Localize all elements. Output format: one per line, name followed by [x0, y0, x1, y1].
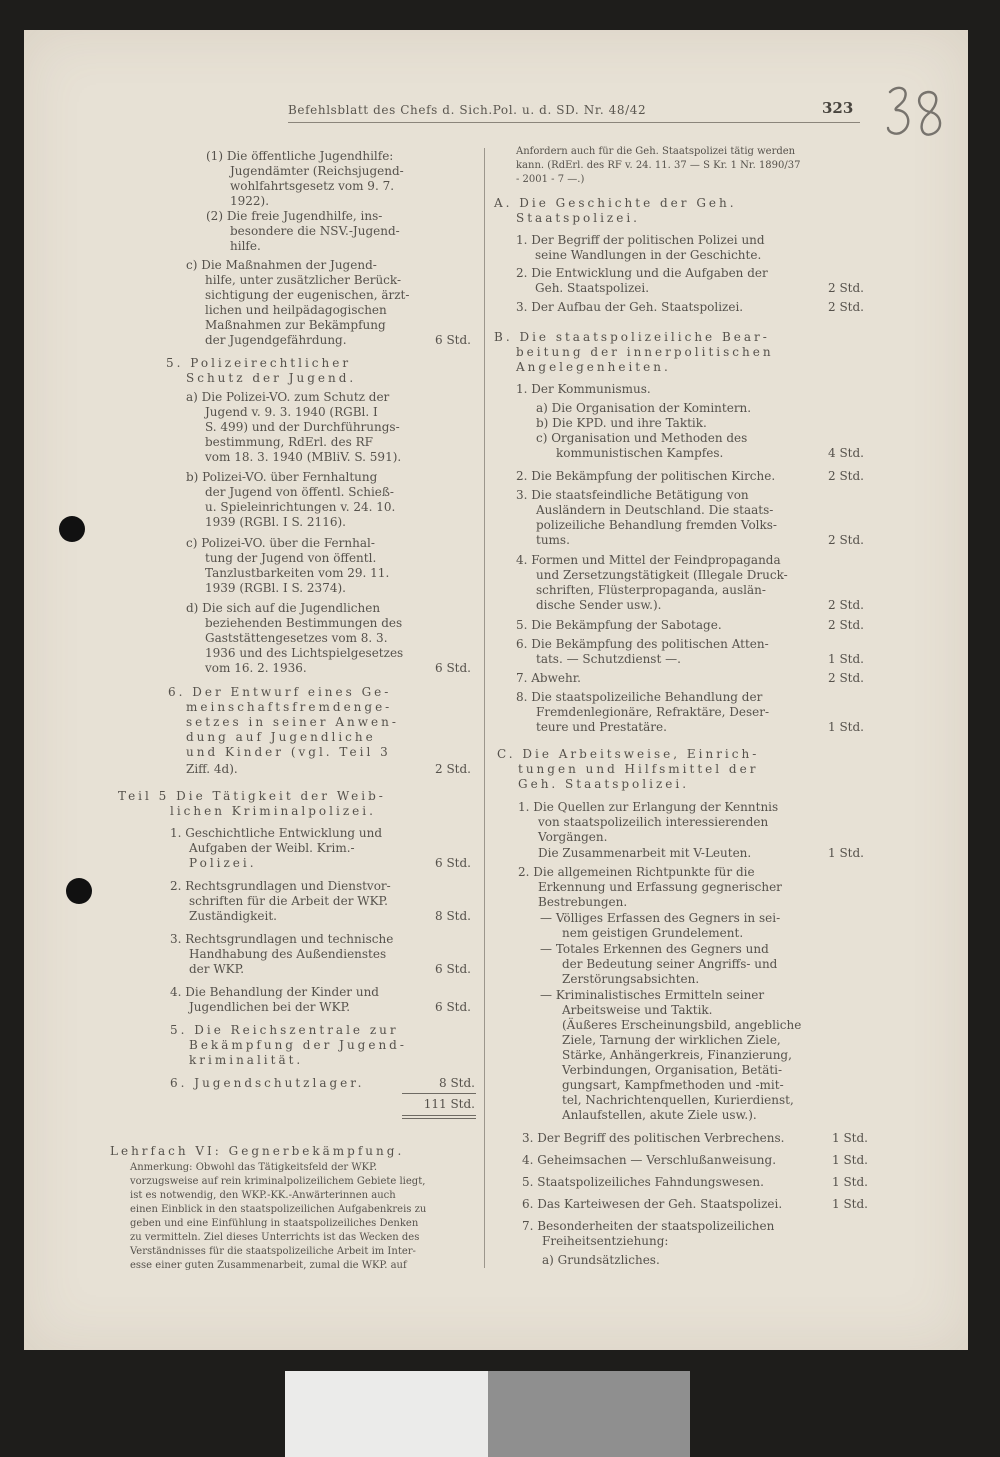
text-line: 6. Die Bekämpfung des politischen Atten-	[516, 637, 769, 651]
text-line: u. Spieleinrichtungen v. 24. 10.	[205, 500, 396, 514]
header-title: Befehlsblatt des Chefs d. Sich.Pol. u. d. SD. Nr. 48/42	[288, 103, 647, 117]
sum-rule	[402, 1118, 476, 1119]
text-line: 1922).	[230, 194, 270, 208]
section-heading: 6. Der Entwurf eines Ge-	[168, 685, 392, 699]
text-line: 5. Die Bekämpfung der Sabotage.	[516, 618, 722, 632]
note-line: Verständnisses für die staatspolizeiliche Arbeit im Inter-	[130, 1246, 416, 1257]
text-line: Vorgängen.	[538, 830, 608, 844]
text-line: Verbindungen, Organisation, Betäti-	[562, 1063, 783, 1077]
note-line: - 2001 - 7 —.)	[516, 174, 585, 185]
text-line: Jugendämter (Reichsjugend-	[230, 164, 404, 178]
text-line: 3. Rechtsgrundlagen und technische	[170, 932, 394, 946]
note-line: einen Einblick in den staatspolizeilichen Aufgabenkreis zu	[130, 1204, 427, 1215]
section-heading: Angelegenheiten.	[516, 360, 671, 374]
text-line: vom 18. 3. 1940 (MBliV. S. 591).	[205, 450, 402, 464]
hours-value: 2 Std.	[828, 598, 864, 612]
text-line: 8. Die staatspolizeiliche Behandlung der	[516, 690, 763, 704]
hours-value: 2 Std.	[828, 533, 864, 547]
hours-value: 1 Std.	[828, 652, 864, 666]
punch-hole	[66, 878, 92, 904]
text-line: — Völliges Erfassen des Gegners in sei-	[540, 911, 781, 925]
text-line: 2. Rechtsgrundlagen und Dienstvor-	[170, 879, 391, 893]
text-line: hilfe, unter zusätzlicher Berück-	[205, 273, 402, 287]
text-line: Aufgaben der Weibl. Krim.-	[189, 841, 355, 855]
text-line: Jugend v. 9. 3. 1940 (RGBl. I	[205, 405, 378, 419]
text-line: 2. Die allgemeinen Richtpunkte für die	[518, 865, 755, 879]
hours-value: 1 Std.	[832, 1175, 868, 1189]
text-line: 1. Der Begriff der politischen Polizei und	[516, 233, 765, 247]
text-line: b) Die KPD. und ihre Taktik.	[536, 416, 707, 430]
text-line: und Zersetzungstätigkeit (Illegale Druck-	[536, 568, 788, 582]
text-line: hilfe.	[230, 239, 261, 253]
text-line: 1. Der Kommunismus.	[516, 382, 651, 396]
text-line: — Kriminalistisches Ermitteln seiner	[540, 988, 765, 1002]
text-line: 4. Die Behandlung der Kinder und	[170, 985, 379, 999]
hours-value: 6 Std.	[435, 856, 471, 870]
text-line: 4. Geheimsachen — Verschlußanweisung.	[522, 1153, 777, 1167]
text-line: dische Sender usw.).	[536, 598, 662, 612]
section-heading: setzes in seiner Anwen-	[186, 715, 399, 729]
hours-value: 1 Std.	[832, 1153, 868, 1167]
text-line: gungsart, Kampfmethoden und -mit-	[562, 1078, 784, 1092]
text-line: bestimmung, RdErl. des RF	[205, 435, 373, 449]
section-heading: 5. Polizeirechtlicher	[166, 356, 352, 370]
text-line: (2) Die freie Jugendhilfe, ins-	[206, 209, 383, 223]
note-line: ist es notwendig, den WKP.-KK.-Anwärterinnen auch	[130, 1190, 396, 1201]
text-line: 5. Staatspolizeiliches Fahndungswesen.	[522, 1175, 764, 1189]
text-line: teure und Prestatäre.	[536, 720, 667, 734]
text-line: schriften, Flüsterpropaganda, auslän-	[536, 583, 766, 597]
hours-value: 2 Std.	[828, 469, 864, 483]
punch-hole	[59, 516, 85, 542]
text-line: Ausländern in Deutschland. Die staats-	[536, 503, 774, 517]
text-line: 1. Geschichtliche Entwicklung und	[170, 826, 383, 840]
text-line: vom 16. 2. 1936.	[205, 661, 307, 675]
text-line: schriften für die Arbeit der WKP.	[189, 894, 388, 908]
text-line: — Totales Erkennen des Gegners und	[540, 942, 769, 956]
section-heading: beitung der innerpolitischen	[516, 345, 774, 359]
sum-rule	[402, 1093, 476, 1094]
text-line: a) Die Organisation der Komintern.	[536, 401, 752, 415]
hours-value: 4 Std.	[828, 446, 864, 460]
hours-value: 2 Std.	[828, 618, 864, 632]
text-line: d) Die sich auf die Jugendlichen	[186, 601, 381, 615]
note-line: kann. (RdErl. des RF v. 24. 11. 37 — S Kr. 1 Nr. 1890/37	[516, 160, 801, 171]
text-line: 1939 (RGBl. I S. 2374).	[205, 581, 346, 595]
page-number: 323	[822, 99, 854, 117]
text-line: b) Polizei-VO. über Fernhaltung	[186, 470, 378, 484]
section-heading: A. Die Geschichte der Geh.	[494, 196, 737, 210]
section-heading: Teil 5 Die Tätigkeit der Weib-	[118, 789, 386, 803]
text-line: Arbeitsweise und Taktik.	[562, 1003, 713, 1017]
text-line: von staatspolizeilich interessierenden	[538, 815, 769, 829]
text-line: sichtigung der eugenischen, ärzt-	[205, 288, 410, 302]
hours-value: 1 Std.	[832, 1197, 868, 1211]
note-line: zu vermitteln. Ziel dieses Unterrichts ist das Wecken des	[130, 1232, 420, 1243]
section-heading: und Kinder (vgl. Teil 3	[186, 745, 391, 759]
hours-value: 1 Std.	[828, 846, 864, 860]
text-line: tel, Nachrichtenquellen, Kurierdienst,	[562, 1093, 794, 1107]
section-heading: Bekämpfung der Jugend-	[189, 1038, 407, 1052]
text-line: beziehenden Bestimmungen des	[205, 616, 403, 630]
text-line: 7. Abwehr.	[516, 671, 581, 685]
text-line: tats. — Schutzdienst —.	[536, 652, 681, 666]
text-line: Stärke, Anhängerkreis, Finanzierung,	[562, 1048, 792, 1062]
hours-value: 1 Std.	[832, 1131, 868, 1145]
hours-value: 8 Std.	[439, 1076, 475, 1090]
hours-value: 6 Std.	[435, 661, 471, 675]
section-heading: lichen Kriminalpolizei.	[170, 804, 376, 818]
text-line: tums.	[536, 533, 570, 547]
text-line: tung der Jugend von öffentl.	[205, 551, 377, 565]
section-heading: C. Die Arbeitsweise, Einrich-	[497, 747, 760, 761]
text-line: c) Polizei-VO. über die Fernhal-	[186, 536, 375, 550]
section-heading: kriminalität.	[189, 1053, 304, 1067]
text-line: 1. Die Quellen zur Erlangung der Kenntnis	[518, 800, 779, 814]
text-line: 2. Die Bekämpfung der politischen Kirche.	[516, 469, 776, 483]
text-line: besondere die NSV.-Jugend-	[230, 224, 400, 238]
calibration-strip-gray	[488, 1371, 690, 1457]
text-line: Anlaufstellen, akute Ziele usw.).	[562, 1108, 757, 1122]
hours-value: 8 Std.	[435, 909, 471, 923]
text-line: a) Grundsätzliches.	[542, 1253, 660, 1267]
text-line: nem geistigen Grundelement.	[562, 926, 744, 940]
section-heading: 6. Jugendschutzlager.	[170, 1076, 365, 1090]
text-line: Maßnahmen zur Bekämpfung	[205, 318, 386, 332]
text-line: 6. Das Karteiwesen der Geh. Staatspolizei.	[522, 1197, 783, 1211]
hours-value: 6 Std.	[435, 962, 471, 976]
text-line: 3. Der Begriff des politischen Verbrechens.	[522, 1131, 785, 1145]
text-line: (1) Die öffentliche Jugendhilfe:	[206, 149, 394, 163]
section-heading: tungen und Hilfsmittel der	[518, 762, 759, 776]
text-line: 3. Die staatsfeindliche Betätigung von	[516, 488, 749, 502]
text-line: a) Die Polizei-VO. zum Schutz der	[186, 390, 390, 404]
sum-rule	[402, 1115, 476, 1116]
text-line: c) Organisation und Methoden des	[536, 431, 748, 445]
section-heading: Geh. Staatspolizei.	[518, 777, 690, 791]
note-line: Anmerkung: Obwohl das Tätigkeitsfeld der WKP.	[130, 1162, 377, 1173]
text-line: Freiheitsentziehung:	[542, 1234, 669, 1248]
text-line: Erkennung und Erfassung gegnerischer	[538, 880, 782, 894]
text-line: Zerstörungsabsichten.	[562, 972, 700, 986]
section-heading: Lehrfach VI: Gegnerbekämpfung.	[110, 1144, 405, 1158]
text-line: kommunistischen Kampfes.	[556, 446, 724, 460]
hours-value: 2 Std.	[828, 671, 864, 685]
text-line: der WKP.	[189, 962, 245, 976]
text-line: 7. Besonderheiten der staatspolizeilichen	[522, 1219, 775, 1233]
text-line: Bestrebungen.	[538, 895, 628, 909]
text-line: Fremdenlegionäre, Refraktäre, Deser-	[536, 705, 770, 719]
text-line: c) Die Maßnahmen der Jugend-	[186, 258, 377, 272]
text-line: Polizei.	[189, 856, 257, 870]
section-heading: meinschaftsfremdenge-	[186, 700, 393, 714]
header-rule	[288, 122, 860, 123]
section-heading: Schutz der Jugend.	[186, 371, 357, 385]
hours-value: 2 Std.	[828, 300, 864, 314]
text-line: 4. Formen und Mittel der Feindpropaganda	[516, 553, 781, 567]
text-line: Jugendlichen bei der WKP.	[189, 1000, 351, 1014]
note-line: Anfordern auch für die Geh. Staatspolizei tätig werden	[516, 146, 796, 157]
hours-value: 6 Std.	[435, 1000, 471, 1014]
section-heading: B. Die staatspolizeiliche Bear-	[494, 330, 770, 344]
text-line: S. 499) und der Durchführungs-	[205, 420, 400, 434]
text-line: Gaststättengesetzes vom 8. 3.	[205, 631, 388, 645]
hours-value: 1 Std.	[828, 720, 864, 734]
calibration-strip-white	[285, 1371, 488, 1457]
text-line: Die Zusammenarbeit mit V-Leuten.	[538, 846, 752, 860]
text-line: lichen und heilpädagogischen	[205, 303, 387, 317]
note-line: esse einer guten Zusammenarbeit, zumal die WKP. auf	[130, 1260, 407, 1271]
text-line: 1939 (RGBl. I S. 2116).	[205, 515, 346, 529]
text-line: der Bedeutung seiner Angriffs- und	[562, 957, 778, 971]
text-line: 2. Die Entwicklung und die Aufgaben der	[516, 266, 768, 280]
section-heading: Staatspolizei.	[516, 211, 640, 225]
text-line: Geh. Staatspolizei.	[535, 281, 650, 295]
total-hours: 111 Std.	[423, 1097, 475, 1111]
text-line: der Jugend von öffentl. Schieß-	[205, 485, 394, 499]
text-line: Ziff. 4d).	[186, 762, 238, 776]
text-line: wohlfahrtsgesetz vom 9. 7.	[230, 179, 395, 193]
text-line: 1936 und des Lichtspielgesetzes	[205, 646, 404, 660]
note-line: geben und eine Einfühlung in staatspolizeiliches Denken	[130, 1218, 419, 1229]
text-line: seine Wandlungen in der Geschichte.	[535, 248, 762, 262]
text-line: 3. Der Aufbau der Geh. Staatspolizei.	[516, 300, 744, 314]
text-line: Handhabung des Außendienstes	[189, 947, 387, 961]
section-heading: dung auf Jugendliche	[186, 730, 376, 744]
text-line: (Äußeres Erscheinungsbild, angebliche	[562, 1018, 802, 1032]
text-line: der Jugendgefährdung.	[205, 333, 347, 347]
hours-value: 6 Std.	[435, 333, 471, 347]
handwritten-page-mark	[884, 82, 948, 144]
text-line: Ziele, Tarnung der wirklichen Ziele,	[562, 1033, 781, 1047]
column-divider	[484, 148, 485, 1268]
hours-value: 2 Std.	[435, 762, 471, 776]
hours-value: 2 Std.	[828, 281, 864, 295]
section-heading: 5. Die Reichszentrale zur	[170, 1023, 399, 1037]
text-line: polizeiliche Behandlung fremden Volks-	[536, 518, 777, 532]
text-line: Tanzlustbarkeiten vom 29. 11.	[205, 566, 390, 580]
note-line: vorzugsweise auf rein kriminalpolizeilichem Gebiete liegt,	[130, 1176, 426, 1187]
text-line: Zuständigkeit.	[189, 909, 277, 923]
